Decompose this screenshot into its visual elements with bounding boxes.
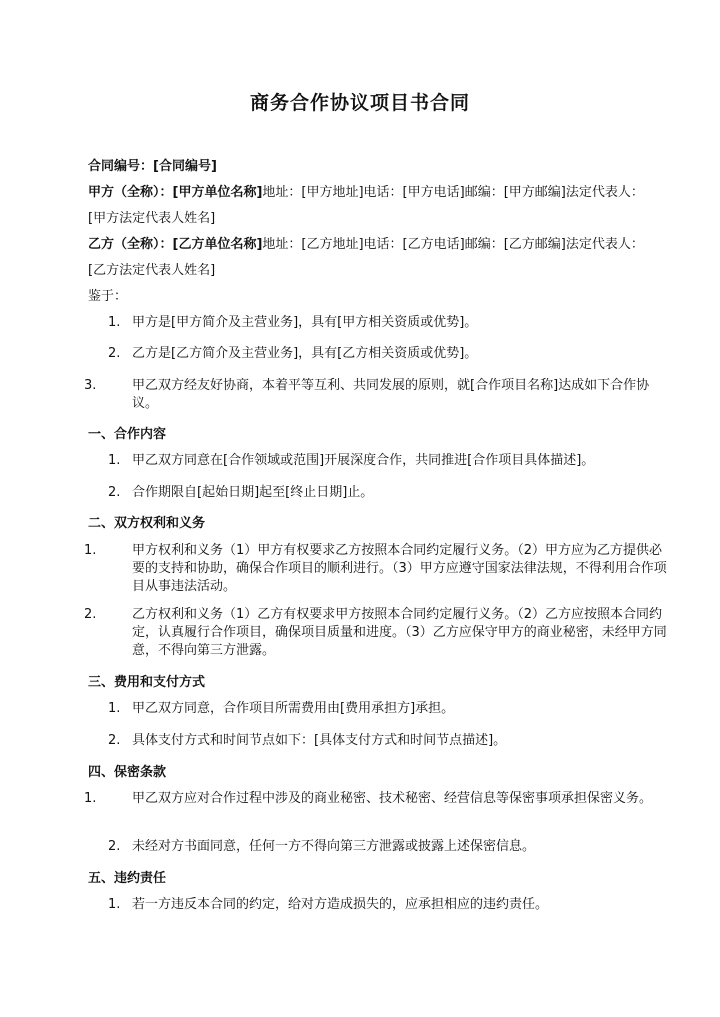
item-text: 甲方权利和义务（1）甲方有权要求乙方按照本合同约定履行义务。（2）甲方应为乙方提供必要的支持和协助，确保合作项目的顺利进行。（3）甲方应遵守国家法律法规，不得利用合作项目从事违法活动。 <box>132 543 667 594</box>
item-text: 乙方是[乙方简介及主营业务]，具有[乙方相关资质或优势]。 <box>132 346 478 361</box>
item-text: 具体支付方式和时间节点如下：[具体支付方式和时间节点描述]。 <box>132 733 507 748</box>
item-text: 甲方是[甲方简介及主营业务]，具有[甲方相关资质或优势]。 <box>132 315 478 330</box>
whereas-label: 鉴于： <box>88 289 128 304</box>
item-number: 1. <box>108 701 121 716</box>
party-b-label: 乙方（全称）： <box>88 237 173 252</box>
item-text: 甲乙双方同意，合作项目所需费用由[费用承担方]承担。 <box>132 701 455 716</box>
item-number: 2. <box>108 733 121 748</box>
contract-number <box>88 154 644 180</box>
item-number: 2. <box>108 839 121 854</box>
party-a-details: 地址：[甲方地址]电话：[甲方电话]邮编：[甲方邮编]法定代表人：[甲方法定代表人姓名] <box>88 185 644 226</box>
party-a-label: 甲方（全称）： <box>88 185 173 200</box>
section-heading: 三、费用和支付方式 <box>88 675 206 690</box>
item-number: 1. <box>84 543 97 558</box>
party-b-info <box>88 232 644 284</box>
party-a-name: [甲方单位名称] <box>172 185 263 200</box>
item-number: 1. <box>108 897 121 912</box>
document-title: 商务合作协议项目书合同 <box>249 92 470 114</box>
item-text: 合作期限自[起始日期]起至[终止日期]止。 <box>132 485 374 500</box>
contract-number-label: 合同编号： <box>88 159 154 174</box>
section-heading: 一、合作内容 <box>88 427 167 442</box>
list-item <box>84 790 667 808</box>
item-text: 若一方违反本合同的约定，给对方造成损失的，应承担相应的违约责任。 <box>132 897 549 912</box>
section-heading: 四、保密条款 <box>88 765 167 780</box>
item-text: 乙方权利和义务（1）乙方有权要求甲方按照本合同约定履行义务。（2）乙方应按照本合同约定，认真履行合作项目，确保项目质量和进度。（3）乙方应保守甲方的商业秘密，未经甲方同意，不得向第三方泄露。 <box>132 607 667 658</box>
party-a-info <box>88 180 644 232</box>
list-item <box>108 484 643 502</box>
item-number: 1. <box>108 453 121 468</box>
list-item <box>108 700 643 718</box>
item-number: 1. <box>84 791 97 806</box>
list-item <box>108 732 643 750</box>
party-b-details: 地址：[乙方地址]电话：[乙方电话]邮编：[乙方邮编]法定代表人：[乙方法定代表人姓名] <box>88 237 644 278</box>
list-item <box>108 838 643 856</box>
item-number: 2. <box>84 607 97 622</box>
item-number: 2. <box>108 485 121 500</box>
section-heading: 五、违约责任 <box>88 871 167 886</box>
item-number: 3. <box>84 378 97 393</box>
list-item <box>108 896 643 914</box>
item-text: 甲乙双方经友好协商，本着平等互利、共同发展的原则，就[合作项目名称]达成如下合作协议。 <box>132 378 650 411</box>
item-number: 2. <box>108 346 121 361</box>
section-heading: 二、双方权利和义务 <box>88 516 206 531</box>
contract-number-value: [合同编号] <box>153 159 217 174</box>
list-item <box>108 345 643 363</box>
list-item <box>84 542 667 596</box>
item-text: 甲乙双方应对合作过程中涉及的商业秘密、技术秘密、经营信息等保密事项承担保密义务。 <box>132 791 653 806</box>
list-item <box>108 452 643 470</box>
party-b-name: [乙方单位名称] <box>172 237 263 252</box>
item-number: 1. <box>108 315 121 330</box>
list-item <box>84 377 667 413</box>
item-text: 甲乙双方同意在[合作领域或范围]开展深度合作，共同推进[合作项目具体描述]。 <box>132 453 595 468</box>
item-text: 未经对方书面同意，任何一方不得向第三方泄露或披露上述保密信息。 <box>132 839 536 854</box>
list-item <box>108 314 643 332</box>
list-item <box>84 606 667 660</box>
